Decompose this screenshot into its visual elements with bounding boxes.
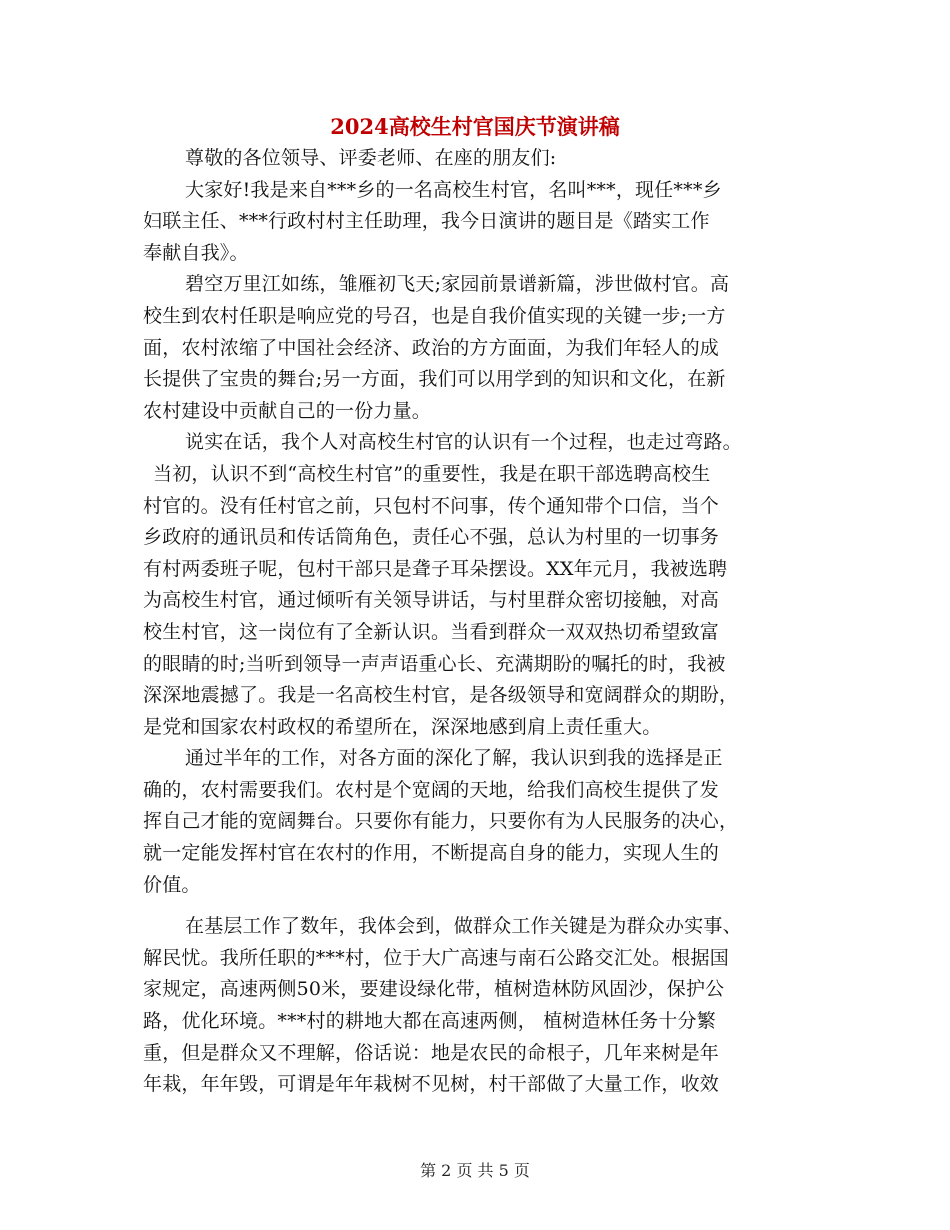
text-line: 村官的。没有任村官之前，只包村不问事，传个通知带个口信，当个 xyxy=(143,494,720,517)
text-line: 通过半年的工作，对各方面的深化了解，我认识到我的选择是正 xyxy=(185,747,723,770)
text-line: 长提供了宝贵的舞台;另一方面，我们可以用学到的知识和文化，在新 xyxy=(143,368,726,391)
text-line: 乡政府的通讯员和传话筒角色，责任心不强，总认为村里的一切事务 xyxy=(143,526,720,549)
text-line: 的眼睛的时;当听到领导一声声语重心长、充满期盼的嘱托的时，我被 xyxy=(143,652,726,675)
document-body xyxy=(143,143,809,1101)
text-line: 挥自己才能的宽阔舞台。只要你有能力，只要你有为人民服务的决心， xyxy=(143,810,739,833)
text-line: 碧空万里江如练，雏雁初飞天;家园前景谱新篇，涉世做村官。高 xyxy=(185,273,730,296)
text-line: 是党和国家农村政权的希望所在，深深地感到肩上责任重大。 xyxy=(143,715,662,738)
text-line: 为高校生村官，通过倾听有关领导讲话，与村里群众密切接触，对高 xyxy=(143,589,720,612)
text-line: 解民忧。我所任职的***村，位于大广高速与南石公路交汇处。根据国 xyxy=(143,946,729,969)
page-footer: 第 2 页 共 5 页 xyxy=(420,1161,530,1180)
document-title: 2024高校生村官国庆节演讲稿 xyxy=(330,114,620,139)
text-line: 面，农村浓缩了中国社会经济、政治的方方面面，为我们年轻人的成 xyxy=(143,336,720,359)
text-line: 价值。 xyxy=(143,873,201,896)
text-line: 确的，农村需要我们。农村是个宽阔的天地，给我们高校生提供了发 xyxy=(143,778,720,801)
text-line: 校生村官，这一岗位有了全新认识。当看到群众一双双热切希望致富 xyxy=(143,620,720,643)
text-line: 当初，认识不到“高校生村官”的重要性，我是在职干部选聘高校生 xyxy=(153,462,711,485)
paragraph-gap xyxy=(143,901,809,911)
text-line: 年栽，年年毁，可谓是年年栽树不见树，村干部做了大量工作，收效 xyxy=(143,1073,720,1096)
text-line: 就一定能发挥村官在农村的作用，不断提高自身的能力，实现人生的 xyxy=(143,842,720,865)
text-line: 在基层工作了数年，我体会到，做群众工作关键是为群众办实事、 xyxy=(185,915,742,938)
text-line: 大家好!我是来自***乡的一名高校生村官，名叫***，现任***乡 xyxy=(185,178,722,201)
text-line: 说实在话，我个人对高校生村官的认识有一个过程，也走过弯路。 xyxy=(185,431,742,454)
text-line: 校生到农村任职是响应党的号召，也是自我价值实现的关键一步;一方 xyxy=(143,304,726,327)
text-line: 妇联主任、***行政村村主任助理，我今日演讲的题目是《踏实工作 xyxy=(143,210,710,233)
text-line: 路，优化环境。***村的耕地大都在高速两侧， 植树造林任务十分繁 xyxy=(143,1010,716,1033)
text-line: 农村建设中贡献自己的一份力量。 xyxy=(143,399,432,422)
text-line: 尊敬的各位领导、评委老师、在座的朋友们: xyxy=(185,147,557,169)
text-line: 重，但是群众又不理解，俗话说：地是农民的命根子，几年来树是年 xyxy=(143,1041,720,1064)
text-line: 家规定，高速两侧50米，要建设绿化带，植树造林防风固沙，保护公 xyxy=(143,978,725,1001)
text-line: 有村两委班子呢，包村干部只是聋子耳朵摆设。XX年元月，我被选聘 xyxy=(143,557,728,580)
text-line: 奉献自我》。 xyxy=(143,241,249,264)
text-line: 深深地震撼了。我是一名高校生村官，是各级领导和宽阔群众的期盼， xyxy=(143,684,739,707)
